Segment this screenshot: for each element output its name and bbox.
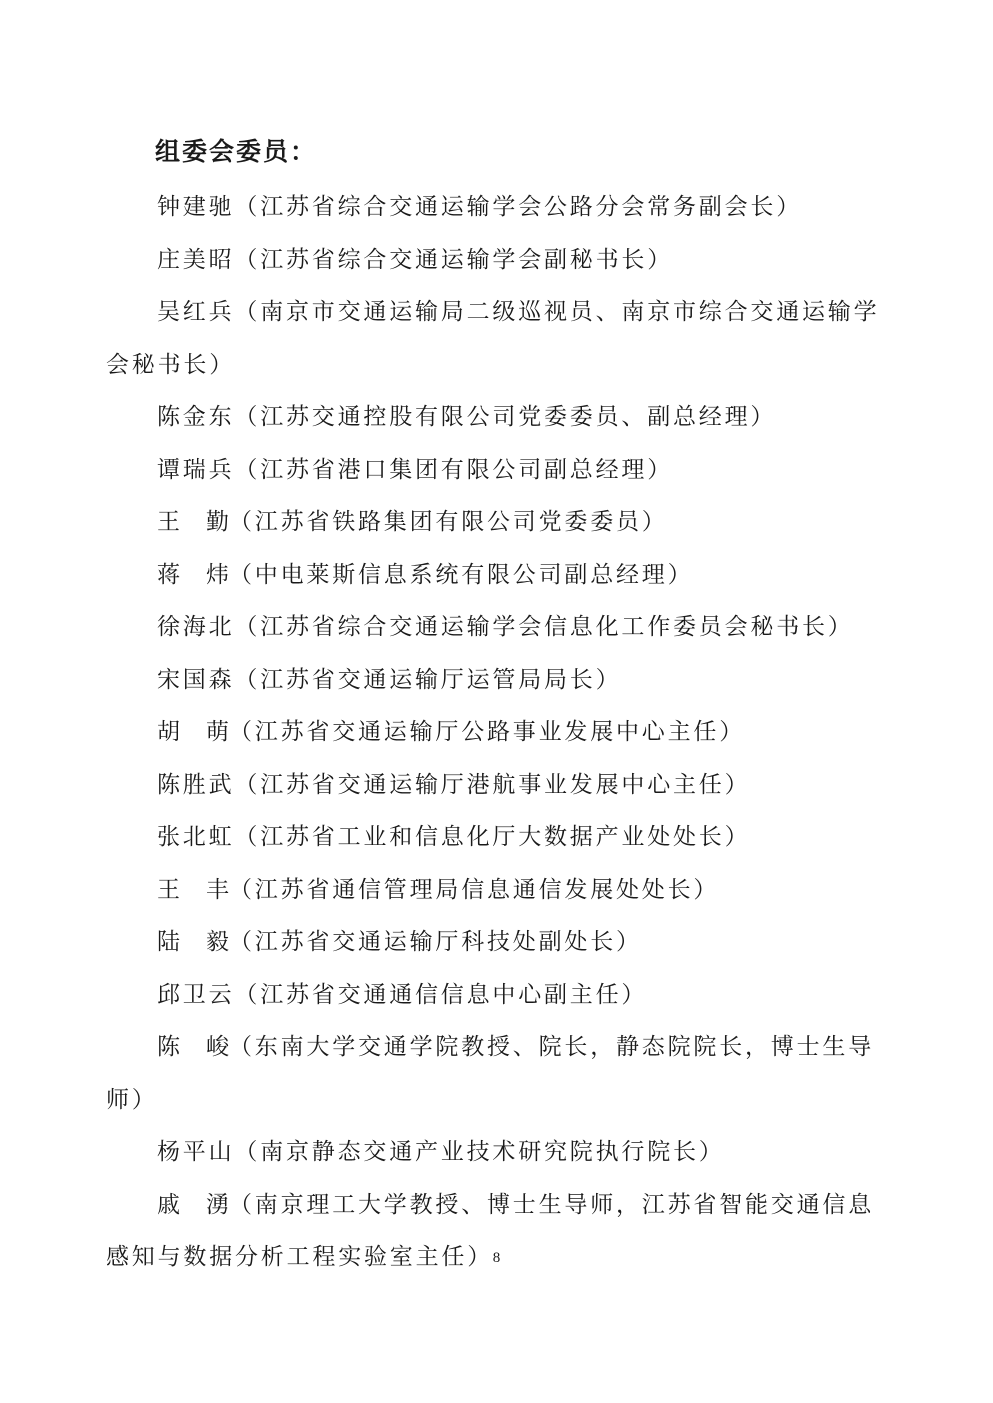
- member-entry: [106, 864, 896, 917]
- member-name: 谭瑞兵: [157, 456, 235, 483]
- member-title: （江苏省交通通信信息中心副主任）: [234, 981, 648, 1008]
- member-title: （江苏交通控股有限公司党委委员、副总经理）: [234, 404, 777, 430]
- member-title: （江苏省铁路集团有限公司党委委员）: [229, 509, 668, 535]
- member-entry: [106, 1126, 896, 1179]
- member-title: （江苏省交通运输厅运管局局长）: [234, 666, 622, 693]
- member-entry: [106, 391, 896, 444]
- member-name: 蒋 炜: [157, 561, 229, 588]
- member-entry: [106, 601, 896, 654]
- member-title: （江苏省综合交通运输学会副秘书长）: [234, 246, 674, 273]
- member-title: （江苏省交通运输厅港航事业发展中心主任）: [234, 771, 751, 798]
- member-name: 陆 毅: [157, 929, 229, 955]
- member-name: 张北虹: [157, 824, 235, 850]
- member-title: （江苏省港口集团有限公司副总经理）: [234, 456, 674, 483]
- member-name: 宋国森: [157, 666, 235, 693]
- member-name: 陈金东: [157, 404, 235, 430]
- member-title: （江苏省综合交通运输学会信息化工作委员会秘书长）: [234, 614, 854, 640]
- member-title: （东南大学交通学院教授、院长，静态院院长，博士生导师）: [106, 1034, 874, 1113]
- member-name: 徐海北: [157, 614, 235, 640]
- page-number: 8: [492, 1250, 501, 1266]
- member-name: 王 丰: [157, 876, 229, 903]
- member-name: 杨平山: [157, 1139, 235, 1165]
- member-name: 钟建驰: [157, 194, 235, 220]
- member-title: （江苏省通信管理局信息通信发展处处长）: [229, 876, 720, 903]
- member-entry: [106, 234, 896, 287]
- member-name: 胡 萌: [157, 719, 229, 745]
- member-entry: [106, 1021, 896, 1126]
- member-entry: [106, 969, 896, 1022]
- member-entry: [106, 706, 896, 759]
- member-title: （江苏省交通运输厅公路事业发展中心主任）: [229, 719, 745, 745]
- member-entry: [106, 654, 896, 707]
- member-name: 吴红兵: [157, 299, 235, 325]
- member-title: （江苏省综合交通运输学会公路分会常务副会长）: [234, 194, 803, 220]
- member-entry: [106, 916, 896, 969]
- member-title: （南京理工大学教授、博士生导师，江苏省智能交通信息感知与数据分析工程实验室主任）: [106, 1191, 874, 1270]
- member-name: 庄美昭: [157, 246, 235, 273]
- member-title: （江苏省工业和信息化厅大数据产业处处长）: [234, 824, 751, 850]
- member-list: [106, 181, 896, 1284]
- member-name: 陈 峻: [157, 1034, 229, 1060]
- member-entry: [106, 759, 896, 812]
- section-heading: 组委会委员：: [155, 137, 318, 166]
- member-entry: [106, 811, 896, 864]
- member-entry: [106, 181, 896, 234]
- member-entry: [106, 286, 896, 391]
- member-entry: [106, 444, 896, 497]
- member-title: （中电莱斯信息系统有限公司副总经理）: [229, 561, 694, 588]
- member-entry: [106, 496, 896, 549]
- member-title: （南京市交通运输局二级巡视员、南京市综合交通运输学会秘书长）: [106, 299, 880, 378]
- member-name: 邱卫云: [157, 981, 235, 1008]
- member-name: 陈胜武: [157, 771, 235, 798]
- member-title: （江苏省交通运输厅科技处副处长）: [229, 929, 642, 955]
- member-name: 王 勤: [157, 509, 229, 535]
- member-name: 戚 湧: [157, 1191, 229, 1218]
- member-title: （南京静态交通产业技术研究院执行院长）: [234, 1139, 725, 1165]
- member-entry: [106, 549, 896, 602]
